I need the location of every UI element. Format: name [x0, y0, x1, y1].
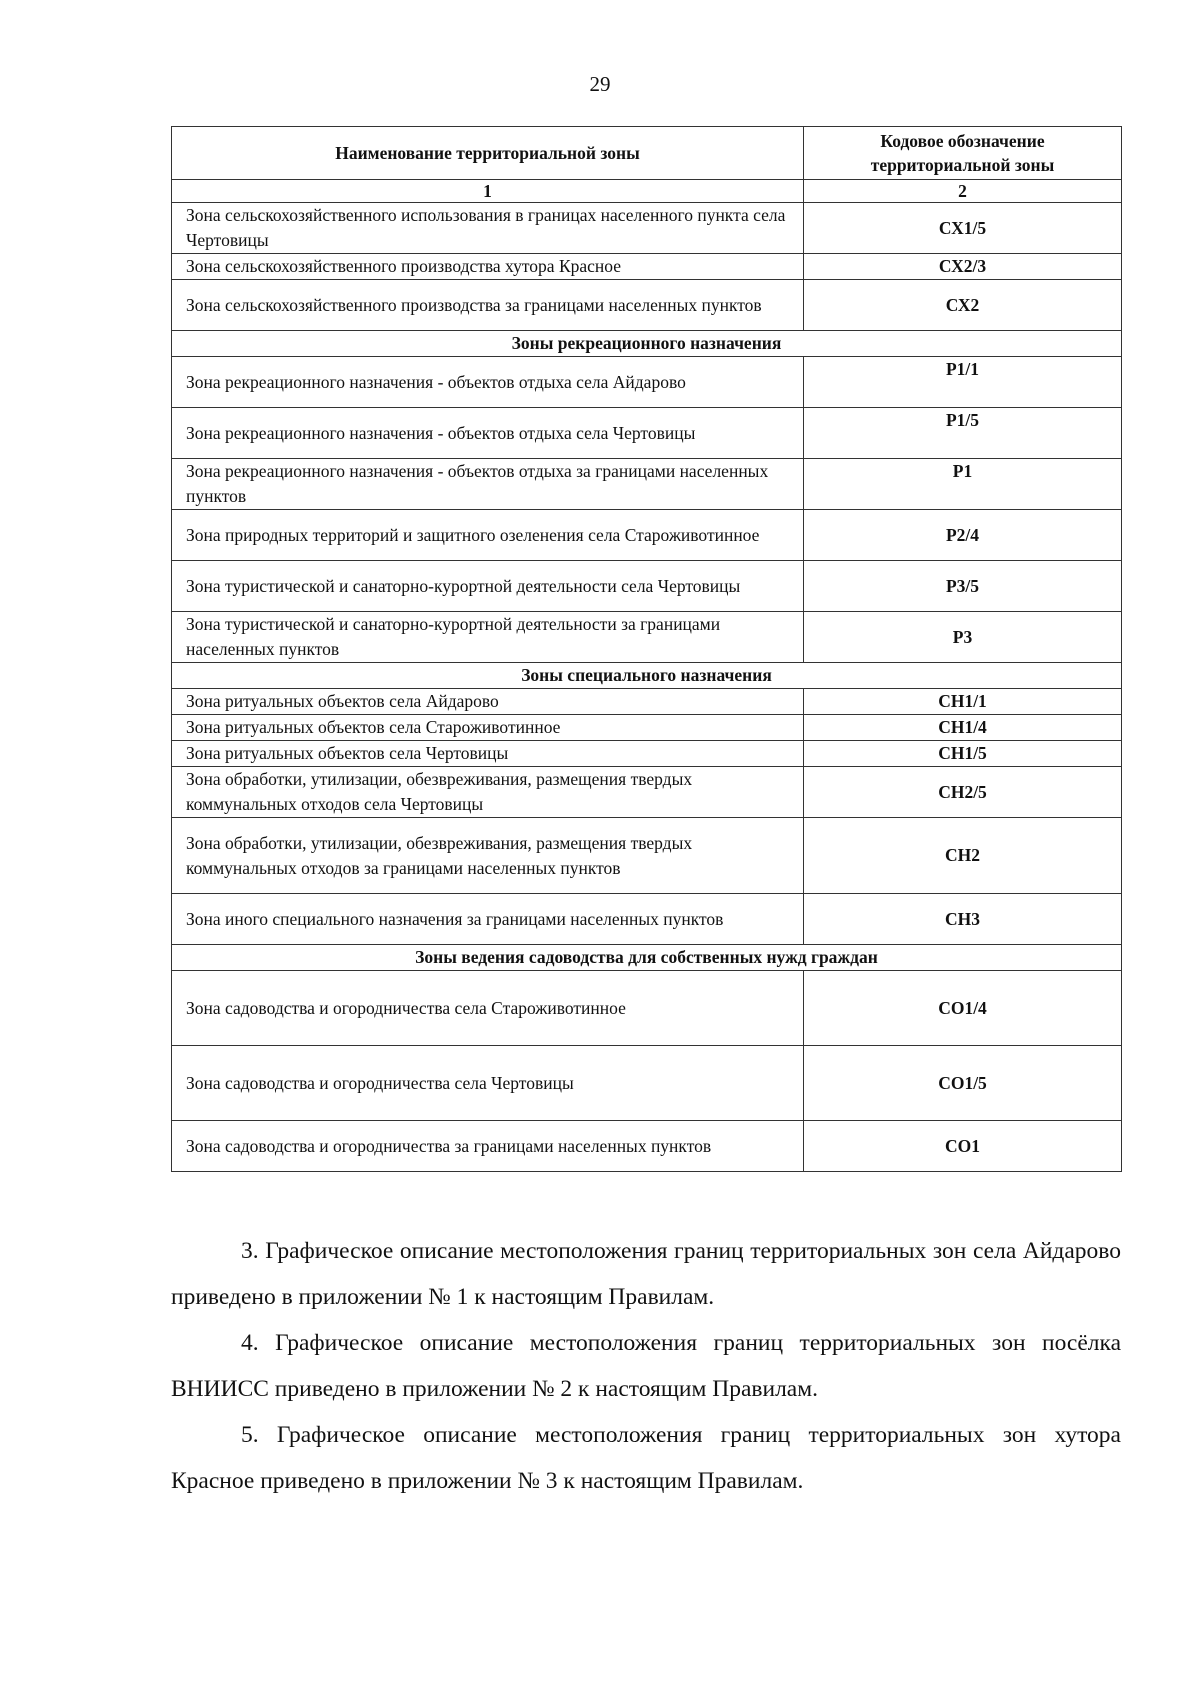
table-row — [172, 203, 1122, 254]
zone-code-cell: СО1/4 — [804, 971, 1122, 1046]
zone-code-cell: СН2/5 — [804, 767, 1122, 818]
table-header-row — [172, 127, 1122, 180]
column-number-row — [172, 180, 1122, 203]
zone-code-cell: СН3 — [804, 894, 1122, 945]
zone-name-cell: Зона садоводства и огородничества за границами населенных пунктов — [172, 1121, 804, 1172]
body-text — [171, 1228, 1121, 1504]
section-row — [172, 945, 1122, 971]
zone-name-cell: Зона рекреационного назначения - объектов отдыха села Айдарово — [172, 357, 804, 408]
column-number: 2 — [804, 180, 1122, 203]
table-row — [172, 689, 1122, 715]
table-row — [172, 767, 1122, 818]
table-row — [172, 894, 1122, 945]
zone-code-cell: Р3/5 — [804, 561, 1122, 612]
table-row — [172, 561, 1122, 612]
section-row — [172, 331, 1122, 357]
zone-name-cell: Зона сельскохозяйственного производства за границами населенных пунктов — [172, 280, 804, 331]
table-row — [172, 357, 1122, 408]
table-row — [172, 741, 1122, 767]
zone-name-cell: Зона обработки, утилизации, обезвреживания, размещения твердых коммунальных отходов села Чертовицы — [172, 767, 804, 818]
page-number: 29 — [589, 72, 611, 96]
zone-code-cell: Р1 — [804, 459, 1122, 510]
zone-name-cell: Зона ритуальных объектов села Староживотинное — [172, 715, 804, 741]
zone-code-cell: Р1/1 — [804, 357, 1122, 408]
zone-name-cell: Зона природных территорий и защитного озеленения села Староживотинное — [172, 510, 804, 561]
zones-table-body — [172, 203, 1122, 1172]
zone-code-cell: Р1/5 — [804, 408, 1122, 459]
zone-code-cell: СО1/5 — [804, 1046, 1122, 1121]
paragraph: 3. Графическое описание местоположения границ территориальных зон села Айдарово приведено в приложении № 1 к настоящим Правилам. — [171, 1238, 1121, 1310]
table-row — [172, 408, 1122, 459]
zone-code-cell: СН2 — [804, 818, 1122, 894]
zone-code-cell: Р3 — [804, 612, 1122, 663]
section-row — [172, 663, 1122, 689]
zone-name-cell: Зона рекреационного назначения - объектов отдыха за границами населенных пунктов — [172, 459, 804, 510]
table-row — [172, 280, 1122, 331]
table-row — [172, 612, 1122, 663]
zone-code-cell: Р2/4 — [804, 510, 1122, 561]
paragraph: 4. Графическое описание местоположения границ территориальных зон посёлка ВНИИСС приведено в приложении № 2 к настоящим Правилам. — [171, 1330, 1121, 1402]
section-title: Зоны рекреационного назначения — [172, 331, 1122, 357]
table-row — [172, 818, 1122, 894]
section-title: Зоны специального назначения — [172, 663, 1122, 689]
zone-name-cell: Зона туристической и санаторно-курортной деятельности села Чертовицы — [172, 561, 804, 612]
zone-name-cell: Зона иного специального назначения за границами населенных пунктов — [172, 894, 804, 945]
zones-table — [171, 126, 1122, 1172]
zone-name-cell: Зона рекреационного назначения - объектов отдыха села Чертовицы — [172, 408, 804, 459]
zone-code-cell: СН1/1 — [804, 689, 1122, 715]
zone-code-cell: СН1/4 — [804, 715, 1122, 741]
zone-code-cell: СХ1/5 — [804, 203, 1122, 254]
table-row — [172, 459, 1122, 510]
table-row — [172, 510, 1122, 561]
table-row — [172, 1121, 1122, 1172]
zone-name-cell: Зона садоводства и огородничества села Староживотинное — [172, 971, 804, 1046]
zone-name-cell: Зона туристической и санаторно-курортной деятельности за границами населенных пунктов — [172, 612, 804, 663]
zone-name-cell: Зона обработки, утилизации, обезвреживания, размещения твердых коммунальных отходов за границами населенных пунктов — [172, 818, 804, 894]
zone-name-cell: Зона ритуальных объектов села Айдарово — [172, 689, 804, 715]
zone-code-cell: СХ2/3 — [804, 254, 1122, 280]
zone-code-cell: СХ2 — [804, 280, 1122, 331]
header-zone-name: Наименование территориальной зоны — [172, 127, 804, 180]
table-row — [172, 715, 1122, 741]
zone-code-cell: СО1 — [804, 1121, 1122, 1172]
table-row — [172, 971, 1122, 1046]
header-zone-code: Кодовое обозначение территориальной зоны — [804, 127, 1122, 180]
column-number: 1 — [172, 180, 804, 203]
table-row — [172, 254, 1122, 280]
paragraph: 5. Графическое описание местоположения границ территориальных зон хутора Красное приведено в приложении № 3 к настоящим Правилам. — [171, 1422, 1121, 1494]
zone-name-cell: Зона сельскохозяйственного производства хутора Красное — [172, 254, 804, 280]
zone-code-cell: СН1/5 — [804, 741, 1122, 767]
zone-name-cell: Зона ритуальных объектов села Чертовицы — [172, 741, 804, 767]
section-title: Зоны ведения садоводства для собственных нужд граждан — [172, 945, 1122, 971]
zone-name-cell: Зона садоводства и огородничества села Чертовицы — [172, 1046, 804, 1121]
zone-name-cell: Зона сельскохозяйственного использования в границах населенного пункта села Чертовицы — [172, 203, 804, 254]
table-row — [172, 1046, 1122, 1121]
